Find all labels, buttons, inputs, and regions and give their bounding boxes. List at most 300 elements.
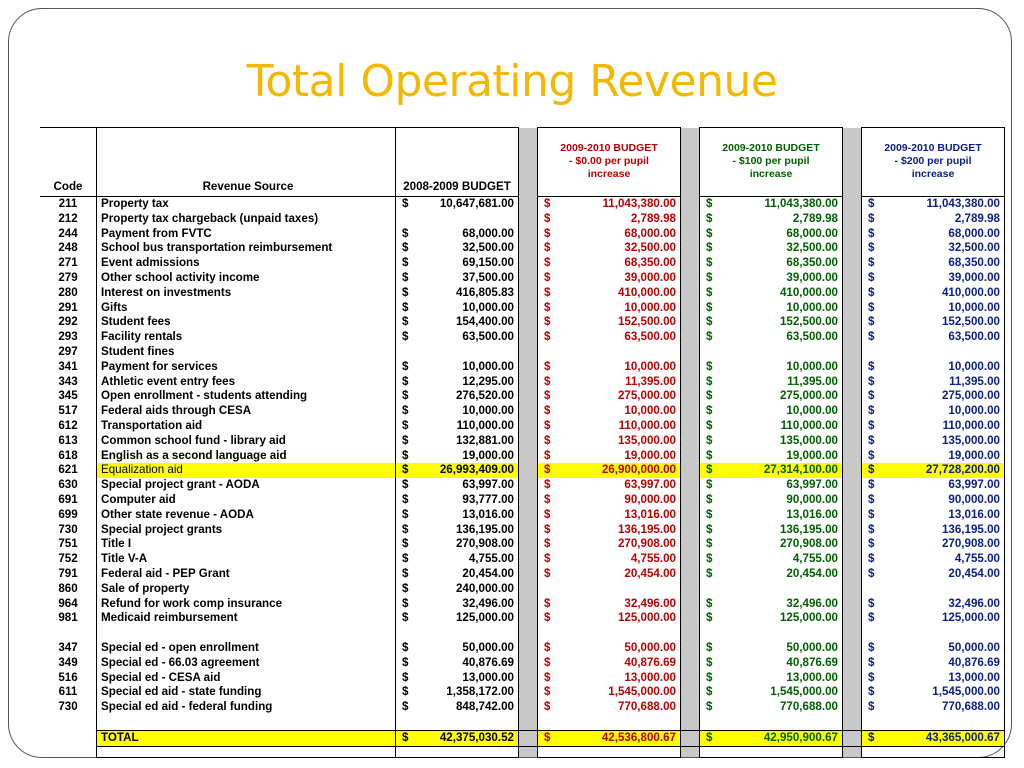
column-gap [843,212,862,227]
row-source: Transportation aid [97,419,396,434]
row-budget-200 [862,626,1005,641]
currency-symbol: $ [544,359,551,373]
row-base-budget [396,345,519,360]
row-budget-100 [700,656,843,671]
row-base-budget-amount [396,375,518,390]
row-budget-100 [700,330,843,345]
total-budget-200-amount [862,731,1004,746]
currency-symbol: $ [402,374,409,388]
bottom-cell [538,746,681,757]
currency-symbol: $ [868,374,875,388]
row-base-budget-value: 4,755.00 [468,552,514,566]
row-budget-100-value: 13,000.00 [786,670,838,684]
currency-symbol: $ [544,448,551,462]
column-gap [519,685,538,700]
row-budget-100 [700,478,843,493]
header-budget-100-line2: - $100 per pupil [732,155,810,167]
row-budget-0 [538,419,681,434]
row-source: English as a second language aid [97,449,396,464]
row-budget-200 [862,197,1005,212]
row-code: 293 [58,330,78,344]
currency-symbol: $ [706,700,713,714]
row-code: 297 [58,344,78,358]
row-budget-200-amount [862,611,1004,626]
table-row [40,656,1005,671]
currency-symbol: $ [402,285,409,299]
column-gap [681,567,700,582]
column-gap [843,197,862,212]
row-code: 349 [58,655,78,669]
column-gap [681,286,700,301]
currency-symbol: $ [706,537,713,551]
row-budget-100-value: 136,195.00 [779,522,838,536]
row-budget-0-amount [538,537,680,552]
row-source: Federal aids through CESA [97,404,396,419]
row-base-budget [396,478,519,493]
row-budget-200-amount [862,449,1004,464]
row-budget-0 [538,700,681,715]
row-budget-100-amount [700,212,842,227]
currency-symbol: $ [402,611,409,625]
column-gap [681,301,700,316]
table-row [40,256,1005,271]
row-budget-0 [538,478,681,493]
currency-symbol: $ [706,330,713,344]
bottom-cell [40,746,97,757]
row-source: Refund for work comp insurance [97,597,396,612]
row-source: Payment from FVTC [97,227,396,242]
row-budget-200-amount [862,404,1004,419]
row-budget-100-value: 27,314,100.00 [763,463,838,477]
column-gap [681,537,700,552]
row-budget-100 [700,700,843,715]
column-gap [519,715,538,730]
row-budget-100-amount [700,301,842,316]
currency-symbol: $ [544,655,551,669]
row-code [40,715,97,730]
row-budget-0 [538,508,681,523]
row-budget-0 [538,286,681,301]
row-budget-100-value: 39,000.00 [786,270,838,284]
row-budget-0-amount [538,552,680,567]
row-budget-200-amount [862,685,1004,700]
row-budget-200-amount [862,597,1004,612]
row-base-budget-amount [396,567,518,582]
column-gap [519,256,538,271]
row-base-budget-value: 132,881.00 [455,433,514,447]
column-gap [681,449,700,464]
currency-symbol: $ [402,537,409,551]
row-budget-200-value: 152,500.00 [941,315,1000,329]
currency-symbol: $ [544,404,551,418]
row-budget-200 [862,375,1005,390]
row-base-budget [396,330,519,345]
row-budget-0 [538,611,681,626]
currency-symbol: $ [402,700,409,714]
currency-symbol: $ [402,522,409,536]
column-gap [843,685,862,700]
column-gap [843,128,862,197]
row-source: Open enrollment - students attending [97,389,396,404]
total-budget-100 [700,730,843,746]
row-budget-200-amount [862,330,1004,345]
row-budget-100 [700,301,843,316]
row-budget-0-amount [538,419,680,434]
currency-symbol: $ [402,670,409,684]
currency-symbol: $ [402,389,409,403]
column-gap [519,700,538,715]
row-budget-100 [700,626,843,641]
row-budget-100 [700,197,843,212]
row-base-budget-value: 110,000.00 [456,418,514,432]
row-budget-0 [538,404,681,419]
row-code: 613 [58,433,78,447]
row-budget-100-value: 11,395.00 [787,374,838,388]
row-budget-200 [862,227,1005,242]
currency-symbol: $ [706,478,713,492]
row-base-budget-amount [396,404,518,419]
currency-symbol: $ [402,359,409,373]
row-budget-200-amount [862,478,1004,493]
column-gap [681,493,700,508]
row-budget-200-value: 27,728,200.00 [925,463,1000,477]
currency-symbol: $ [402,596,409,610]
currency-symbol: $ [544,389,551,403]
currency-symbol: $ [402,241,409,255]
column-gap [519,537,538,552]
table-row [40,671,1005,686]
row-code: 517 [58,404,78,418]
row-budget-100 [700,212,843,227]
table-row [40,611,1005,626]
column-gap [519,197,538,212]
row-base-budget-amount [396,360,518,375]
row-budget-200 [862,330,1005,345]
column-gap [843,746,862,757]
table-row [40,523,1005,538]
currency-symbol: $ [544,478,551,492]
currency-symbol: $ [544,611,551,625]
row-budget-200-amount [862,567,1004,582]
column-gap [519,597,538,612]
row-budget-0-amount [538,671,680,686]
row-base-budget [396,212,519,227]
row-budget-0-amount [538,286,680,301]
row-source: Special project grant - AODA [97,478,396,493]
row-budget-200-value: 63,997.00 [948,478,1000,492]
total-row [40,730,1005,746]
currency-symbol: $ [402,315,409,329]
column-gap [519,419,538,434]
row-budget-200-amount [862,463,1004,478]
row-budget-200 [862,611,1005,626]
row-budget-0-value: 20,454.00 [624,566,676,580]
row-budget-0-value: 275,000.00 [617,389,676,403]
row-base-budget-amount [396,241,518,256]
row-budget-200-amount [862,227,1004,242]
column-gap [681,508,700,523]
row-budget-0 [538,463,681,478]
row-source [97,626,396,641]
row-code: 345 [58,389,78,403]
currency-symbol: $ [868,300,875,314]
row-budget-100-amount [700,493,842,508]
row-budget-0 [538,330,681,345]
row-budget-200 [862,360,1005,375]
row-budget-100-value: 2,789.98 [792,211,838,225]
row-base-budget-amount [396,271,518,286]
column-gap [843,582,862,597]
row-budget-0-value: 10,000.00 [624,300,676,314]
column-gap [681,671,700,686]
total-code [40,730,97,746]
column-gap [843,730,862,746]
row-base-budget [396,271,519,286]
row-budget-200-amount [862,360,1004,375]
row-budget-200 [862,685,1005,700]
row-budget-200-value: 275,000.00 [941,389,1000,403]
table-row [40,597,1005,612]
currency-symbol: $ [706,270,713,284]
row-budget-200-amount [862,241,1004,256]
row-budget-200-value: 13,016.00 [948,507,1000,521]
row-budget-0 [538,360,681,375]
table-row [40,301,1005,316]
row-base-budget-amount [396,641,518,656]
header-code: Code [40,128,97,197]
currency-symbol: $ [544,197,551,210]
currency-symbol: $ [402,463,409,477]
currency-symbol: $ [402,581,409,595]
row-budget-0-amount [538,523,680,538]
row-budget-100 [700,508,843,523]
column-gap [681,315,700,330]
currency-symbol: $ [868,226,875,240]
row-budget-100-value: 152,500.00 [779,315,838,329]
row-code: 751 [58,537,78,551]
row-budget-200 [862,567,1005,582]
row-budget-0-amount [538,389,680,404]
row-base-budget [396,241,519,256]
bottom-cell [97,746,396,757]
row-budget-200 [862,419,1005,434]
row-base-budget-value: 40,876.69 [462,655,514,669]
row-budget-0-amount [538,597,680,612]
row-source: Gifts [97,301,396,316]
column-gap [843,715,862,730]
row-base-budget [396,523,519,538]
row-budget-100 [700,611,843,626]
row-budget-200-value: 68,350.00 [948,256,1000,270]
currency-symbol: $ [868,315,875,329]
row-base-budget-amount [396,256,518,271]
row-budget-0-amount [538,404,680,419]
row-budget-100 [700,582,843,597]
row-budget-100 [700,641,843,656]
row-code: 291 [58,300,78,314]
row-budget-0-value: 770,688.00 [617,700,676,714]
row-budget-200 [862,212,1005,227]
row-code: 612 [58,418,78,432]
row-budget-0-value: 136,195.00 [617,522,676,536]
column-gap [519,404,538,419]
column-gap [843,478,862,493]
row-budget-0-amount [538,641,680,656]
currency-symbol: $ [402,552,409,566]
row-budget-100 [700,685,843,700]
row-budget-0-value: 26,900,000.00 [601,463,676,477]
header-budget-0-line2: - $0.00 per pupil [569,155,649,167]
column-gap [681,197,700,212]
bottom-cell [396,746,519,757]
row-budget-200-amount [862,301,1004,316]
row-budget-100-amount [700,656,842,671]
table-row [40,463,1005,478]
header-budget-100-line3: increase [749,168,793,180]
row-budget-0-value: 11,043,380.00 [602,197,676,210]
row-base-budget-value: 63,997.00 [462,478,514,492]
row-budget-100-amount [700,404,842,419]
row-budget-100-value: 10,000.00 [786,404,838,418]
header-budget-200-line2: - $200 per pupil [894,155,972,167]
column-gap [843,523,862,538]
row-source: Property tax [97,197,396,212]
currency-symbol: $ [868,685,875,699]
header-budget-200-line1: 2009-2010 BUDGET [884,142,982,154]
row-code: 516 [58,670,78,684]
row-budget-100-amount [700,597,842,612]
row-base-budget-amount [396,449,518,464]
row-budget-100 [700,375,843,390]
row-budget-100 [700,671,843,686]
currency-symbol: $ [544,270,551,284]
total-budget-200-value: 43,365,000.67 [925,730,1000,744]
row-base-budget [396,715,519,730]
row-base-budget-amount [396,434,518,449]
column-gap [843,508,862,523]
total-base-budget [396,730,519,746]
row-budget-100-amount [700,330,842,345]
row-base-budget [396,256,519,271]
row-base-budget-amount [396,597,518,612]
row-budget-200-value: 90,000.00 [948,492,1000,506]
currency-symbol: $ [868,211,875,225]
row-budget-100-amount [700,537,842,552]
row-source: Student fees [97,315,396,330]
row-base-budget [396,463,519,478]
row-budget-0 [538,626,681,641]
currency-symbol: $ [544,552,551,566]
row-budget-100 [700,241,843,256]
total-budget-200 [862,730,1005,746]
column-gap [681,389,700,404]
currency-symbol: $ [402,492,409,506]
currency-symbol: $ [706,566,713,580]
currency-symbol: $ [706,359,713,373]
currency-symbol: $ [706,507,713,521]
row-budget-0 [538,345,681,360]
row-budget-0-value: 32,496.00 [624,596,676,610]
column-gap [843,271,862,286]
currency-symbol: $ [868,389,875,403]
row-budget-200-value: 63,500.00 [948,330,1000,344]
currency-symbol: $ [868,404,875,418]
row-budget-200-value: 19,000.00 [948,448,1000,462]
row-base-budget-amount [396,552,518,567]
table-row [40,345,1005,360]
row-budget-100-amount [700,256,842,271]
row-budget-0-value: 135,000.00 [617,433,676,447]
column-gap [843,552,862,567]
row-base-budget-value: 12,295.00 [462,374,514,388]
row-base-budget-amount [396,685,518,700]
row-source: Common school fund - library aid [97,434,396,449]
column-gap [681,597,700,612]
currency-symbol: $ [868,492,875,506]
row-budget-200 [862,345,1005,360]
column-gap [519,582,538,597]
row-budget-0 [538,301,681,316]
currency-symbol: $ [544,537,551,551]
column-gap [519,493,538,508]
column-gap [519,271,538,286]
currency-symbol: $ [544,226,551,240]
row-code: 341 [58,359,78,373]
currency-symbol: $ [544,730,551,744]
row-budget-100-value: 63,500.00 [786,330,838,344]
row-source [97,715,396,730]
row-budget-0 [538,582,681,597]
row-budget-100-value: 19,000.00 [786,448,838,462]
row-budget-100 [700,389,843,404]
row-budget-0-value: 63,997.00 [624,478,676,492]
currency-symbol: $ [706,315,713,329]
currency-symbol: $ [402,730,409,744]
header-budget-0-line1: 2009-2010 BUDGET [560,142,658,154]
row-budget-0 [538,685,681,700]
row-budget-0 [538,241,681,256]
row-base-budget-amount [396,582,518,597]
column-gap [681,227,700,242]
row-budget-200 [862,286,1005,301]
row-source: Special ed aid - federal funding [97,700,396,715]
currency-symbol: $ [868,285,875,299]
row-code: 752 [58,552,78,566]
row-budget-100-value: 50,000.00 [786,640,838,654]
row-source: Event admissions [97,256,396,271]
row-budget-200 [862,434,1005,449]
row-budget-100-amount [700,360,842,375]
column-gap [843,493,862,508]
row-budget-200 [862,389,1005,404]
row-budget-0 [538,493,681,508]
currency-symbol: $ [706,211,713,225]
row-budget-0 [538,567,681,582]
row-budget-0-amount [538,685,680,700]
column-gap [843,656,862,671]
currency-symbol: $ [868,433,875,447]
column-gap [681,404,700,419]
row-budget-200 [862,656,1005,671]
row-code: 611 [58,685,78,699]
currency-symbol: $ [544,640,551,654]
row-budget-200-value: 2,789.98 [954,211,1000,225]
row-code: 292 [58,315,78,329]
row-budget-100-amount [700,315,842,330]
row-budget-0 [538,552,681,567]
currency-symbol: $ [544,700,551,714]
currency-symbol: $ [402,433,409,447]
